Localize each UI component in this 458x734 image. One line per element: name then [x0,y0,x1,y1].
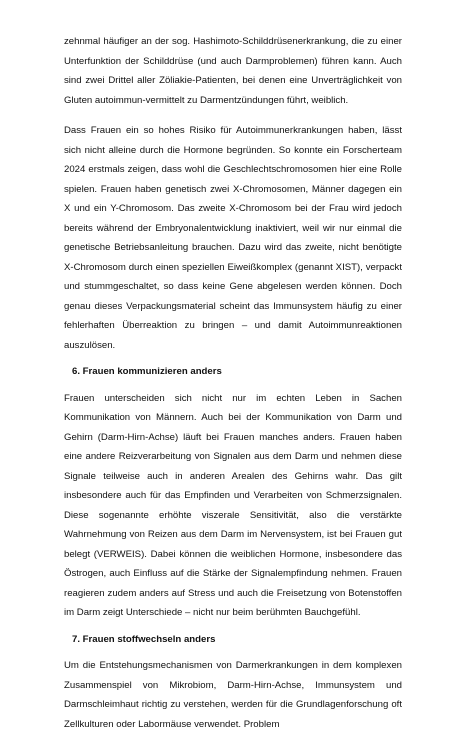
paragraph-darm-hirn-achse: Frauen unterscheiden sich nicht nur im echten Leben in Sachen Kommunikation von Männern. Auch bei der Kommunikation von Darm und Gehirn (Darm-Hirn-Achse) läuft bei Frauen manches anders. Frauen haben eine andere Reizverarbeitung von Signalen aus dem Darm und nehmen diese Signale teilweise auch in anderen Arealen des Gehirns wahr. Das gilt insbesondere auch für das Empfinden und Verarbeiten von Schmerzsignalen. Diese sogenannte erhöhte viszerale Sensitivität, also die verstärkte Wahrnehmung von Reizen aus dem Darm im Nervensystem, ist bei Frauen gut belegt (VERWEIS). Dabei können die weiblichen Hormone, insbesondere das Östrogen, auch Einfluss auf die Stärke der Signalempfindung nehmen. Frauen reagieren zudem anders auf Stress und auch die Freisetzung von Botenstoffen im Darm zeigt Unterschiede – nicht nur beim berühmten Bauchgefühl. [64,392,402,618]
paragraph-hashimoto-zoeliakie: zehnmal häufiger an der sog. Hashimoto-Schilddrüsenerkrankung, die zu einer Unterfunktion der Schilddrüse (und auch Darmproblemen) führen kann. Auch sind zwei Drittel aller Zöliakie-Patienten, bei denen eine Unverträglichkeit von Gluten autoimmun-vermittelt zu Darmentzündungen führt, weiblich. [64,36,402,106]
paragraph-x-chromosom: Dass Frauen ein so hohes Risiko für Autoimmunerkrankungen haben, lässt sich nicht alleine durch die Hormone begründen. So konnte ein Forscherteam 2024 erstmals zeigen, dass wohl die Geschlechtschromosomen hier eine Rolle spielen. Frauen haben genetisch zwei X-Chromosomen, Männer dagegen ein X und ein Y-Chromosom. Das zweite X-Chromosom bei der Frau wird jedoch bereits während der Embryonalentwicklung inaktiviert, weil wir nur einmal die genetische Betriebsanleitung brauchen. Dazu wird das zweite, nicht benötigte X-Chromosom durch einen speziellen Eiweißkomplex (genannt XIST), verpackt und stummgeschaltet, so dass keine Gene abgelesen werden können. Doch genau dieses Verpackungsmaterial scheint das Immunsystem häufig zu einer fehlerhaften Überreaktion zu bringen – und damit Autoimmunreaktionen auszulösen. [64,125,402,351]
paragraph-grundlagenforschung: Um die Entstehungsmechanismen von Darmerkrankungen in dem komplexen Zusammenspiel von Mikrobiom, Darm-Hirn-Achse, Immunsystem und Darmschleimhaut richtig zu verstehen, werden für die Grundlagenforschung oft Zellkulturen oder Labormäuse verwendet. Problem [64,660,402,730]
section-heading-7: 7. Frauen stoffwechseln anders [72,633,216,645]
section-heading-6: 6. Frauen kommunizieren anders [72,366,222,377]
document-body [64,32,402,734]
